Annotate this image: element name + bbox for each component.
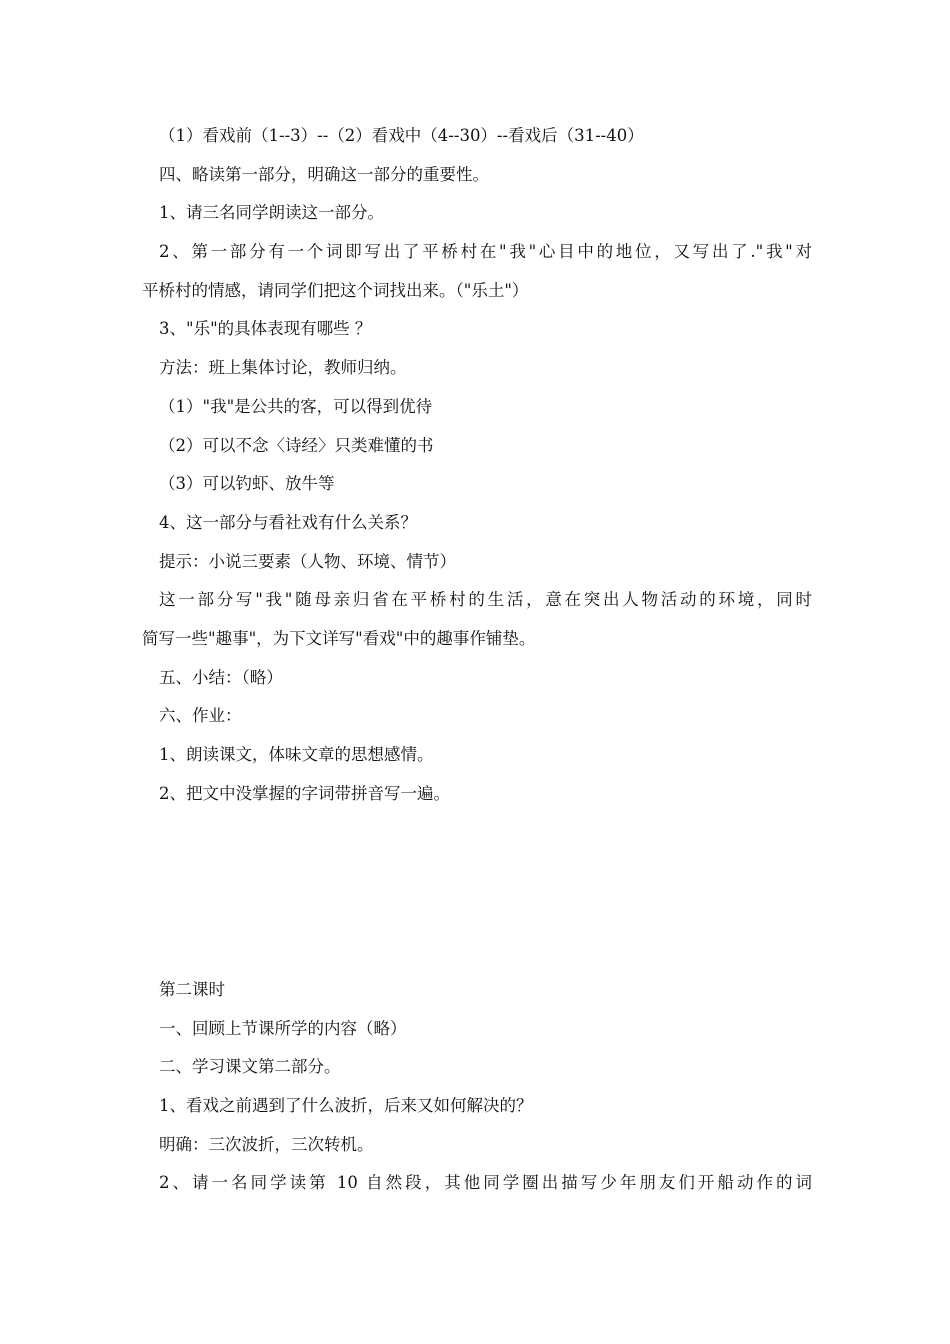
heading-part-one: 一、回顾上节课所学的内容（略） [159,1018,407,1038]
paragraph-line: 2、请一名同学读第 10 自然段，其他同学圈出描写少年朋友们开船动作的词 [159,1173,812,1193]
paragraph-line: 简写一些"趣事"，为下文详写"看戏"中的趣事作铺垫。 [142,628,536,648]
homework-item: 1、朗读课文，体味文章的思想感情。 [159,745,434,764]
lesson-title: 第二课时 [159,980,225,999]
list-item: （2）可以不念〈诗经〉只类难懂的书 [159,435,434,455]
lesson-one-section [142,117,812,813]
heading-part-four: 四、略读第一部分，明确这一部分的重要性。 [159,164,489,184]
lesson-two-section [142,971,812,1203]
paragraph-line: 提示：小说三要素（人物、环境、情节） [159,551,456,571]
paragraph-line: 3、"乐"的具体表现有哪些 ？ [159,319,372,339]
heading-part-five: 五、小结：（略） [159,667,283,687]
outline-line: （1）看戏前（1--3）--（2）看戏中（4--30）--看戏后（31--40） [159,126,644,145]
paragraph-line: 1、请三名同学朗读这一部分。 [159,203,384,223]
homework-item: 2、把文中没掌握的字词带拼音写一遍。 [159,783,450,803]
list-item: （3）可以钓虾、放牛等 [159,474,335,494]
paragraph-line: 方法：班上集体讨论，教师归纳。 [159,358,407,378]
paragraph-line: 明确：三次波折，三次转机。 [159,1134,374,1154]
paragraph-line: 1、看戏之前遇到了什么波折，后来又如何解决的？ [159,1096,533,1116]
heading-part-two: 二、学习课文第二部分。 [159,1057,341,1077]
paragraph-line: 平桥村的情感，请同学们把这个词找出来。（"乐土"） [142,280,529,300]
list-item: （1）"我"是公共的客，可以得到优待 [159,396,433,416]
paragraph-line: 这一部分写"我"随母亲归省在平桥村的生活，意在突出人物活动的环境，同时 [159,590,812,610]
paragraph-line: 2、第一部分有一个词即写出了平桥村在"我"心目中的地位，又写出了."我"对 [159,242,812,262]
paragraph-line: 4、这一部分与看社戏有什么关系？ [159,512,417,532]
heading-part-six: 六、作业： [159,706,242,726]
